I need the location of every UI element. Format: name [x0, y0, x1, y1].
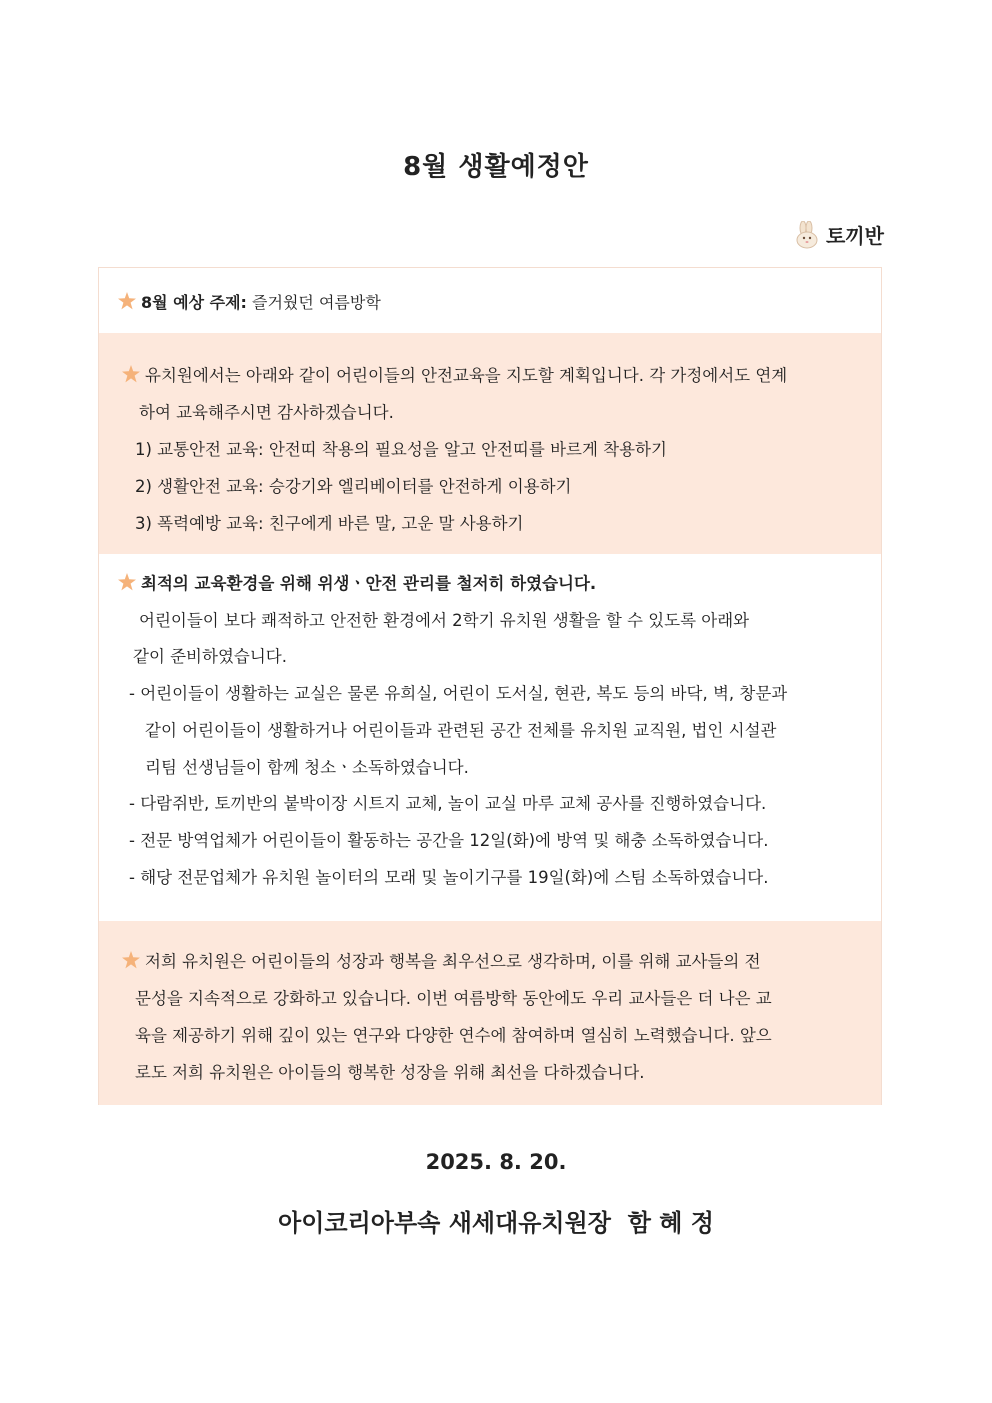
class-label [794, 220, 884, 249]
teachers-line: 육을 제공하기 위해 깊이 있는 연구와 다양한 연수에 참여하며 열심히 노력했습니다. 앞으 [135, 1026, 772, 1045]
theme-section [99, 268, 881, 333]
page-title: 8월 생활예정안 [403, 152, 589, 182]
hygiene-intro-line2: 같이 준비하였습니다. [133, 647, 287, 667]
plan-box [98, 267, 882, 1105]
teachers-line: 문성을 지속적으로 강화하고 있습니다. 이번 여름방학 동안에도 우리 교사들은 더 나은 교 [135, 989, 772, 1008]
safety-intro-line1: 유치원에서는 아래와 같이 어린이들의 안전교육을 지도할 계획입니다. 각 가정에서도 연계 [121, 357, 859, 394]
theme-label: 8월 예상 주제: [141, 293, 247, 312]
hygiene-heading: 최적의 교육환경을 위해 위생ㆍ안전 관리를 철저히 하였습니다. [117, 566, 857, 603]
safety-intro-line2: 하여 교육해주시면 감사하겠습니다. [139, 403, 394, 422]
hygiene-bullet-cont: 리팀 선생님들이 함께 청소ㆍ소독하였습니다. [145, 757, 469, 777]
star-icon [121, 950, 141, 970]
theme-value: 즐거웠던 여름방학 [252, 293, 381, 312]
teachers-line: 저희 유치원은 어린이들의 성장과 행복을 최우선으로 생각하며, 이를 위해 교사들의 전 [121, 943, 859, 980]
hygiene-section [99, 554, 881, 921]
hygiene-bullet: - 전문 방역업체가 어린이들이 활동하는 공간을 12일(화)에 방역 및 해충 소독하였습니다. [129, 830, 769, 850]
document-date: 2025. 8. 20. [425, 1150, 567, 1174]
class-name: 토끼반 [826, 224, 884, 248]
safety-item: 3) 폭력예방 교육: 친구에게 바른 말, 고운 말 사용하기 [135, 514, 524, 533]
hygiene-bullet: - 해당 전문업체가 유치원 놀이터의 모래 및 놀이기구를 19일(화)에 스팀 소독하였습니다. [129, 867, 769, 887]
safety-item: 1) 교통안전 교육: 안전띠 착용의 필요성을 알고 안전띠를 바르게 착용하기 [135, 440, 667, 459]
hygiene-bullet: - 어린이들이 생활하는 교실은 물론 유희실, 어린이 도서실, 현관, 복도 등의 바닥, 벽, 창문과 [129, 684, 788, 704]
signature: 아이코리아부속 새세대유치원장 함 혜 정 [278, 1209, 714, 1237]
safety-item: 2) 생활안전 교육: 승강기와 엘리베이터를 안전하게 이용하기 [135, 477, 572, 496]
rabbit-icon [794, 221, 820, 249]
hygiene-bullet: - 다람쥐반, 토끼반의 붙박이장 시트지 교체, 놀이 교실 마루 교체 공사를 진행하였습니다. [129, 794, 767, 814]
teachers-line: 로도 저희 유치원은 아이들의 행복한 성장을 위해 최선을 다하겠습니다. [135, 1063, 645, 1082]
star-icon [117, 291, 137, 311]
safety-section [99, 333, 881, 554]
hygiene-intro-line1: 어린이들이 보다 쾌적하고 안전한 환경에서 2학기 유치원 생활을 할 수 있도록 아래와 [139, 610, 750, 630]
teachers-section [99, 921, 881, 1105]
star-icon [121, 364, 141, 384]
hygiene-bullet-cont: 같이 어린이들이 생활하거나 어린이들과 관련된 공간 전체를 유치원 교직원, 법인 시설관 [145, 720, 777, 740]
star-icon [117, 572, 137, 592]
